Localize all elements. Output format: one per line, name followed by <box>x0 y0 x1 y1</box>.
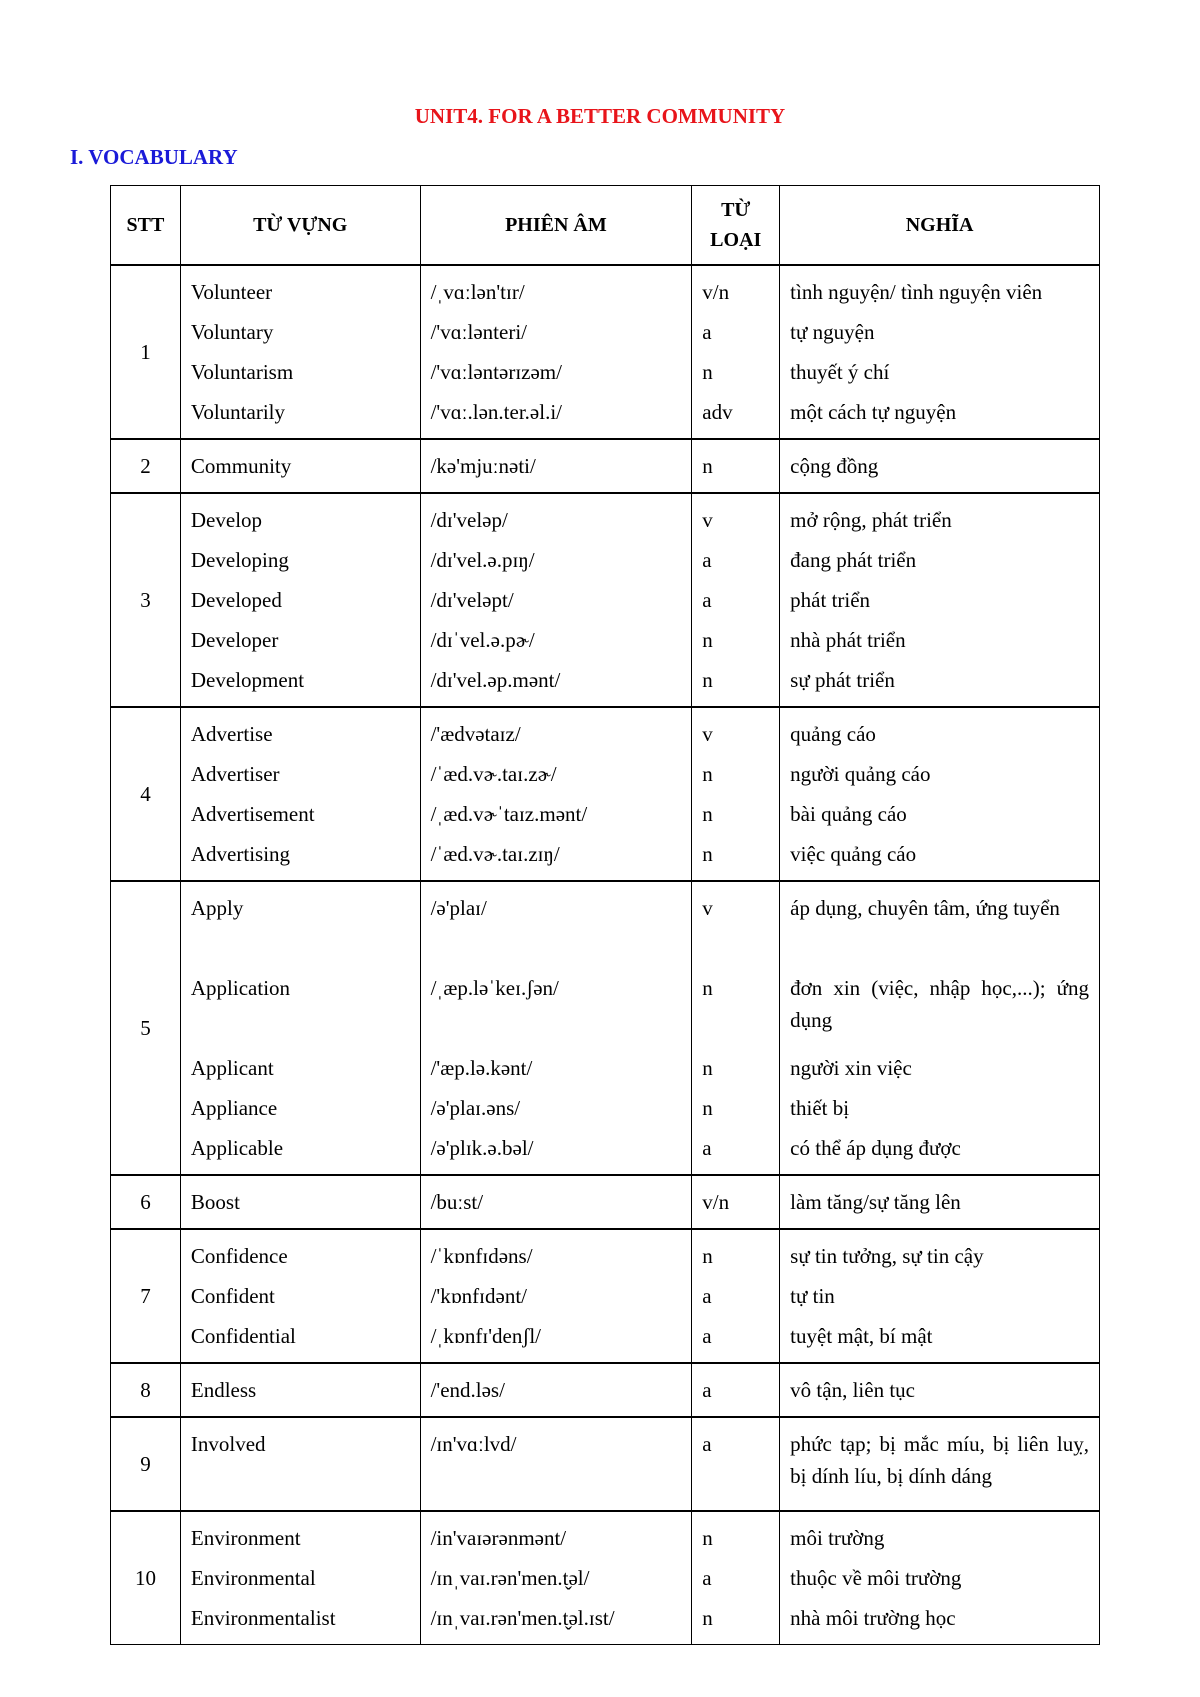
part-of-speech: a <box>702 1566 712 1590</box>
vocab-word: Advertisement <box>190 802 315 826</box>
row-number: 8 <box>111 1363 181 1417</box>
vocab-word: Voluntary <box>190 320 274 344</box>
vocab-word: Advertising <box>190 842 291 866</box>
part-of-speech-cell <box>692 1417 780 1511</box>
vocab-word: Voluntarism <box>190 360 294 384</box>
phonetic-transcription-cell <box>420 1363 692 1417</box>
phonetic-transcription: /'ædvətaɪz/ <box>430 722 521 746</box>
vocab-word: Confident <box>190 1284 275 1308</box>
vocab-word: Environmentalist <box>190 1606 336 1630</box>
phonetic-transcription-cell <box>420 265 692 439</box>
phonetic-transcription-cell <box>420 493 692 707</box>
vocab-word: Volunteer <box>190 280 273 304</box>
part-of-speech: n <box>702 1244 713 1268</box>
part-of-speech: a <box>702 548 712 572</box>
meaning: tình nguyện/ tình nguyện viên <box>790 280 1043 304</box>
phonetic-transcription: /ɪnˌvaɪ.rən'men.t̬əl/ <box>430 1566 590 1590</box>
phonetic-transcription: /ˈkɒnfɪdəns/ <box>430 1244 533 1268</box>
meaning-cell <box>780 439 1100 493</box>
table-row <box>111 881 1100 1175</box>
vocab-word: Applicable <box>190 1136 284 1160</box>
meaning: có thể áp dụng được <box>790 1136 961 1160</box>
vocab-word: Application <box>190 976 291 1000</box>
table-row <box>111 1363 1100 1417</box>
meaning: vô tận, liên tục <box>790 1378 915 1402</box>
row-number: 3 <box>111 493 181 707</box>
part-of-speech-cell <box>692 439 780 493</box>
table-row <box>111 1511 1100 1645</box>
meaning: tuyệt mật, bí mật <box>790 1324 933 1348</box>
row-number: 2 <box>111 439 181 493</box>
phonetic-transcription: /'vɑːlənteri/ <box>430 320 527 344</box>
phonetic-transcription: /ə'plaɪ/ <box>430 896 487 920</box>
phonetic-transcription: /dɪˈvel.ə.pɚ/ <box>430 628 535 652</box>
phonetic-transcription-cell <box>420 1511 692 1645</box>
part-of-speech: n <box>702 802 713 826</box>
phonetic-transcription-cell <box>420 439 692 493</box>
vocab-word: Environmental <box>190 1566 316 1590</box>
part-of-speech: n <box>702 628 713 652</box>
vocab-word-cell <box>180 1229 420 1363</box>
part-of-speech: a <box>702 1432 712 1456</box>
meaning-cell <box>780 265 1100 439</box>
phonetic-transcription-cell <box>420 881 692 1175</box>
meaning: cộng đồng <box>790 454 879 478</box>
section-heading: I. VOCABULARY <box>70 145 238 169</box>
vocab-word: Developer <box>190 628 279 652</box>
part-of-speech: n <box>702 976 713 1000</box>
vocab-word-cell <box>180 265 420 439</box>
vocab-word-cell <box>180 1363 420 1417</box>
meaning: thuộc về môi trường <box>790 1566 962 1590</box>
meaning-cell <box>780 493 1100 707</box>
part-of-speech: n <box>702 842 713 866</box>
phonetic-transcription: /dɪ'vel.ə.pɪŋ/ <box>430 548 535 572</box>
table-row <box>111 265 1100 439</box>
part-of-speech-cell <box>692 707 780 881</box>
meaning: sự tin tưởng, sự tin cậy <box>790 1244 984 1268</box>
vocab-word: Involved <box>190 1432 266 1456</box>
unit-title: UNIT4. FOR A BETTER COMMUNITY <box>414 104 786 128</box>
part-of-speech: n <box>702 1606 713 1630</box>
meaning: đơn xin (việc, nhập học,...); ứng dụng <box>790 976 1089 1032</box>
header-stt: STT <box>111 186 181 266</box>
part-of-speech: n <box>702 668 713 692</box>
meaning-cell <box>780 1417 1100 1511</box>
meaning: người xin việc <box>790 1056 912 1080</box>
row-number: 9 <box>111 1417 181 1511</box>
header-meaning: NGHĨA <box>780 186 1100 266</box>
row-number: 10 <box>111 1511 181 1645</box>
meaning: tự nguyện <box>790 320 875 344</box>
vocab-word: Advertise <box>190 722 273 746</box>
table-row <box>111 439 1100 493</box>
row-number: 1 <box>111 265 181 439</box>
meaning: một cách tự nguyện <box>790 400 957 424</box>
vocab-word: Developed <box>190 588 282 612</box>
vocab-word: Endless <box>190 1378 257 1402</box>
part-of-speech: a <box>702 588 712 612</box>
part-of-speech: v <box>702 508 713 532</box>
vocab-word: Developing <box>190 548 289 572</box>
phonetic-transcription: /kə'mjuːnəti/ <box>430 454 536 478</box>
vocab-word: Voluntarily <box>190 400 286 424</box>
meaning-cell <box>780 881 1100 1175</box>
phonetic-transcription: /'end.ləs/ <box>430 1378 505 1402</box>
meaning-cell <box>780 1511 1100 1645</box>
phonetic-transcription: /buːst/ <box>430 1190 484 1214</box>
part-of-speech-cell <box>692 493 780 707</box>
phonetic-transcription: /ˌæd.vɚˈtaɪz.mənt/ <box>430 802 588 826</box>
part-of-speech: a <box>702 1324 712 1348</box>
meaning: sự phát triển <box>790 668 895 692</box>
phonetic-transcription: /ɪn'vɑːlvd/ <box>430 1432 517 1456</box>
phonetic-transcription: /ˈæd.vɚ.taɪ.zɚ/ <box>430 762 557 786</box>
header-pos <box>692 186 780 266</box>
row-number: 4 <box>111 707 181 881</box>
part-of-speech: v/n <box>702 1190 730 1214</box>
part-of-speech: n <box>702 762 713 786</box>
phonetic-transcription: /ɪnˌvaɪ.rən'men.t̬əl.ɪst/ <box>430 1606 615 1630</box>
vocab-word: Advertiser <box>190 762 280 786</box>
meaning-cell <box>780 1229 1100 1363</box>
phonetic-transcription: /'vɑː.lən.ter.əl.i/ <box>430 400 562 424</box>
table-row <box>111 493 1100 707</box>
vocab-word: Development <box>190 668 305 692</box>
meaning: phức tạp; bị mắc míu, bị liên luỵ, bị dính líu, bị dính dáng <box>790 1432 1089 1488</box>
part-of-speech-cell <box>692 1511 780 1645</box>
phonetic-transcription: /'vɑːləntərɪzəm/ <box>430 360 562 384</box>
part-of-speech: n <box>702 1096 713 1120</box>
phonetic-transcription: /ˌæp.ləˈkeɪ.ʃən/ <box>430 976 559 1000</box>
phonetic-transcription: /ə'plaɪ.əns/ <box>430 1096 521 1120</box>
table-row <box>111 1417 1100 1511</box>
phonetic-transcription-cell <box>420 1175 692 1229</box>
part-of-speech: a <box>702 1378 712 1402</box>
table-header-row <box>111 186 1100 266</box>
header-word: TỪ VỰNG <box>180 186 420 266</box>
part-of-speech-cell <box>692 1229 780 1363</box>
phonetic-transcription: /ˈæd.vɚ.taɪ.zɪŋ/ <box>430 842 560 866</box>
vocab-word: Community <box>190 454 292 478</box>
phonetic-transcription-cell <box>420 1417 692 1511</box>
header-pos-line1: TỪ <box>721 199 751 221</box>
part-of-speech: a <box>702 1136 712 1160</box>
meaning: môi trường <box>790 1526 885 1550</box>
meaning-cell <box>780 1363 1100 1417</box>
meaning: phát triển <box>790 588 871 612</box>
vocab-word-cell <box>180 707 420 881</box>
phonetic-transcription: /dɪ'vel.əp.mənt/ <box>430 668 561 692</box>
part-of-speech: adv <box>702 400 733 424</box>
part-of-speech: n <box>702 1526 713 1550</box>
part-of-speech-cell <box>692 1363 780 1417</box>
header-ipa: PHIÊN ÂM <box>420 186 692 266</box>
meaning: việc quảng cáo <box>790 842 917 866</box>
vocab-word-cell <box>180 1175 420 1229</box>
vocab-word: Confidential <box>190 1324 296 1348</box>
table-row <box>111 1229 1100 1363</box>
vocab-word: Apply <box>190 896 244 920</box>
meaning: người quảng cáo <box>790 762 931 786</box>
part-of-speech: n <box>702 360 713 384</box>
phonetic-transcription-cell <box>420 707 692 881</box>
phonetic-transcription: /dɪ'veləp/ <box>430 508 508 532</box>
part-of-speech: v <box>702 896 713 920</box>
meaning: tự tin <box>790 1284 835 1308</box>
part-of-speech: n <box>702 1056 713 1080</box>
row-number: 7 <box>111 1229 181 1363</box>
phonetic-transcription: /in'vaɪərənmənt/ <box>430 1526 567 1550</box>
table-row <box>111 1175 1100 1229</box>
vocabulary-table <box>110 185 1100 1645</box>
vocab-word: Develop <box>190 508 263 532</box>
phonetic-transcription: /dɪ'veləpt/ <box>430 588 514 612</box>
part-of-speech: a <box>702 1284 712 1308</box>
part-of-speech-cell <box>692 265 780 439</box>
vocab-word: Applicant <box>190 1056 274 1080</box>
part-of-speech-cell <box>692 881 780 1175</box>
vocab-word-cell <box>180 493 420 707</box>
vocab-word-cell <box>180 1511 420 1645</box>
row-number: 6 <box>111 1175 181 1229</box>
vocab-word: Appliance <box>190 1096 278 1120</box>
phonetic-transcription: /'kɒnfɪdənt/ <box>430 1284 527 1308</box>
row-number: 5 <box>111 881 181 1175</box>
table-body <box>111 265 1100 1645</box>
meaning-cell <box>780 707 1100 881</box>
meaning: quảng cáo <box>790 722 876 746</box>
meaning: đang phát triển <box>790 548 917 572</box>
part-of-speech-cell <box>692 1175 780 1229</box>
part-of-speech: n <box>702 454 713 478</box>
phonetic-transcription: /ˌkɒnfɪ'denʃl/ <box>430 1324 541 1348</box>
meaning: nhà môi trường học <box>790 1606 956 1630</box>
vocab-word: Boost <box>190 1190 240 1214</box>
meaning: nhà phát triển <box>790 628 906 652</box>
meaning-cell <box>780 1175 1100 1229</box>
vocab-word: Environment <box>190 1526 301 1550</box>
vocab-word: Confidence <box>190 1244 288 1268</box>
meaning: mở rộng, phát triển <box>790 508 952 532</box>
phonetic-transcription: /'æp.lə.kənt/ <box>430 1056 533 1080</box>
meaning: áp dụng, chuyên tâm, ứng tuyển <box>790 896 1060 920</box>
vocab-word-cell <box>180 439 420 493</box>
phonetic-transcription: /ə'plɪk.ə.bəl/ <box>430 1136 534 1160</box>
meaning: thuyết ý chí <box>790 360 890 384</box>
vocab-word-cell <box>180 881 420 1175</box>
phonetic-transcription: /ˌvɑːlən'tɪr/ <box>430 280 525 304</box>
part-of-speech: v <box>702 722 713 746</box>
meaning: bài quảng cáo <box>790 802 907 826</box>
part-of-speech: v/n <box>702 280 730 304</box>
phonetic-transcription-cell <box>420 1229 692 1363</box>
header-pos-line2: LOẠI <box>710 229 762 251</box>
part-of-speech: a <box>702 320 712 344</box>
table-row <box>111 707 1100 881</box>
vocab-word-cell <box>180 1417 420 1511</box>
meaning: làm tăng/sự tăng lên <box>790 1190 961 1214</box>
meaning: thiết bị <box>790 1096 850 1120</box>
